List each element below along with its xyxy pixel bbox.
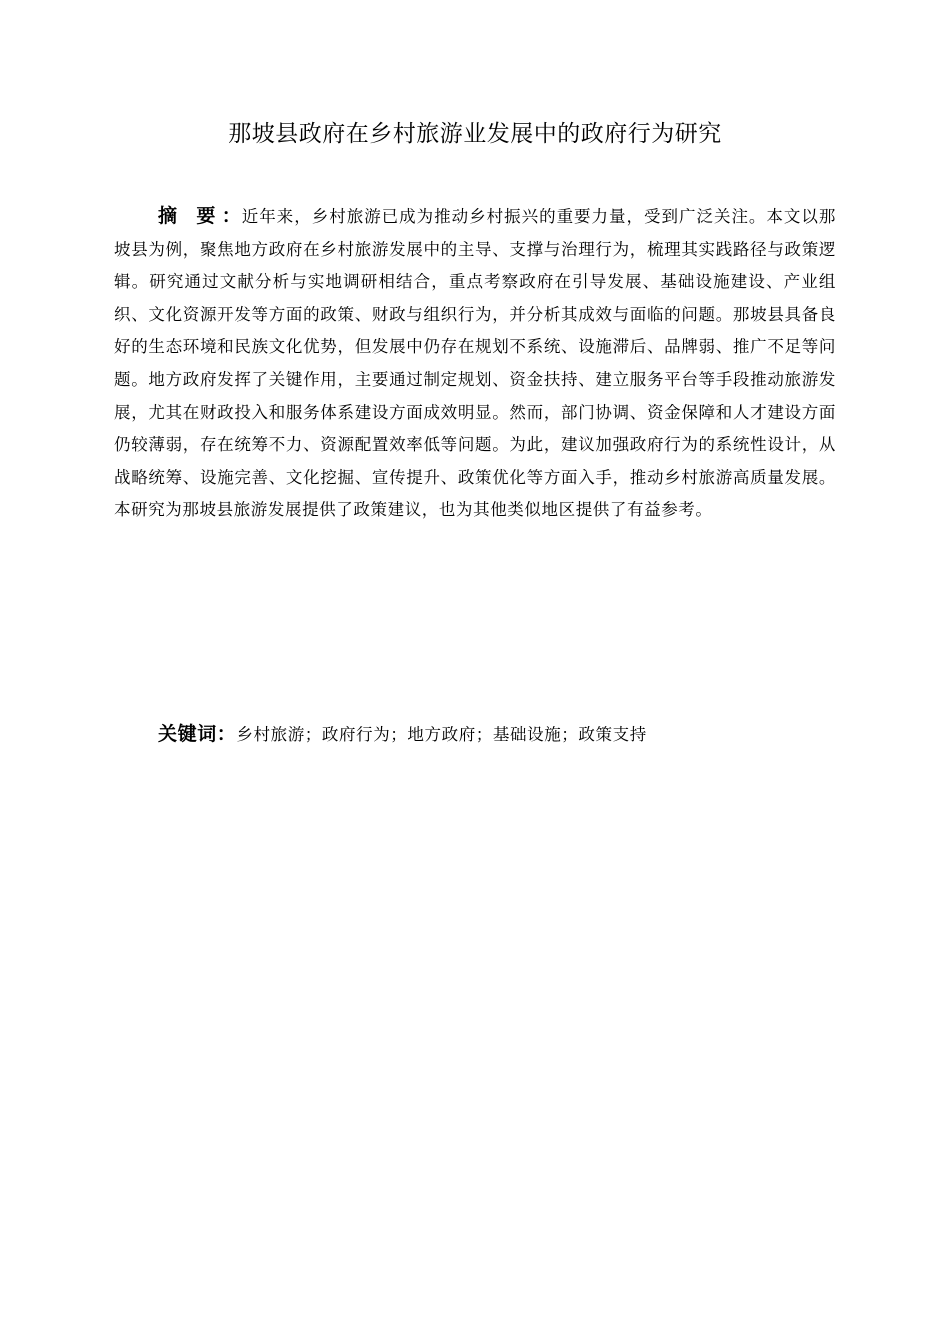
paper-title: 那坡县政府在乡村旅游业发展中的政府行为研究 — [228, 121, 722, 147]
abstract-label: 摘 要 — [158, 205, 222, 227]
keywords-label: 关键词： — [158, 723, 237, 745]
abstract-colon: ： — [221, 205, 242, 227]
keywords-line — [158, 718, 838, 751]
abstract-text: 近年来，乡村旅游已成为推动乡村振兴的重要力量，受到广泛关注。本文以那坡县为例，聚焦地方政府在乡村旅游发展中的主导、支撑与治理行为，梳理其实践路径与政策逻辑。研究通过文献分析与实地调研相结合，重点考察政府在引导发展、基础设施建设、产业组织、文化资源开发等方面的政策、财政与组织行为，并分析其成效与面临的问题。那坡县具备良好的生态环境和民族文化优势，但发展中仍存在规划不系统、设施滞后、品牌弱、推广不足等问题。地方政府发挥了关键作用，主要通过制定规划、资金扶持、建立服务平台等手段推动旅游发展，尤其在财政投入和服务体系建设方面成效明显。然而，部门协调、资金保障和人才建设方面仍较薄弱，存在统筹不力、资源配置效率低等问题。为此，建议加强政府行为的系统性设计，从战略统筹、设施完善、文化挖掘、宣传提升、政策优化等方面入手，推动乡村旅游高质量发展。本研究为那坡县旅游发展提供了政策建议，也为其他类似地区提供了有益参考。 — [114, 207, 836, 520]
keywords-text: 乡村旅游；政府行为；地方政府；基础设施；政策支持 — [236, 725, 647, 744]
abstract-paragraph — [114, 200, 836, 527]
